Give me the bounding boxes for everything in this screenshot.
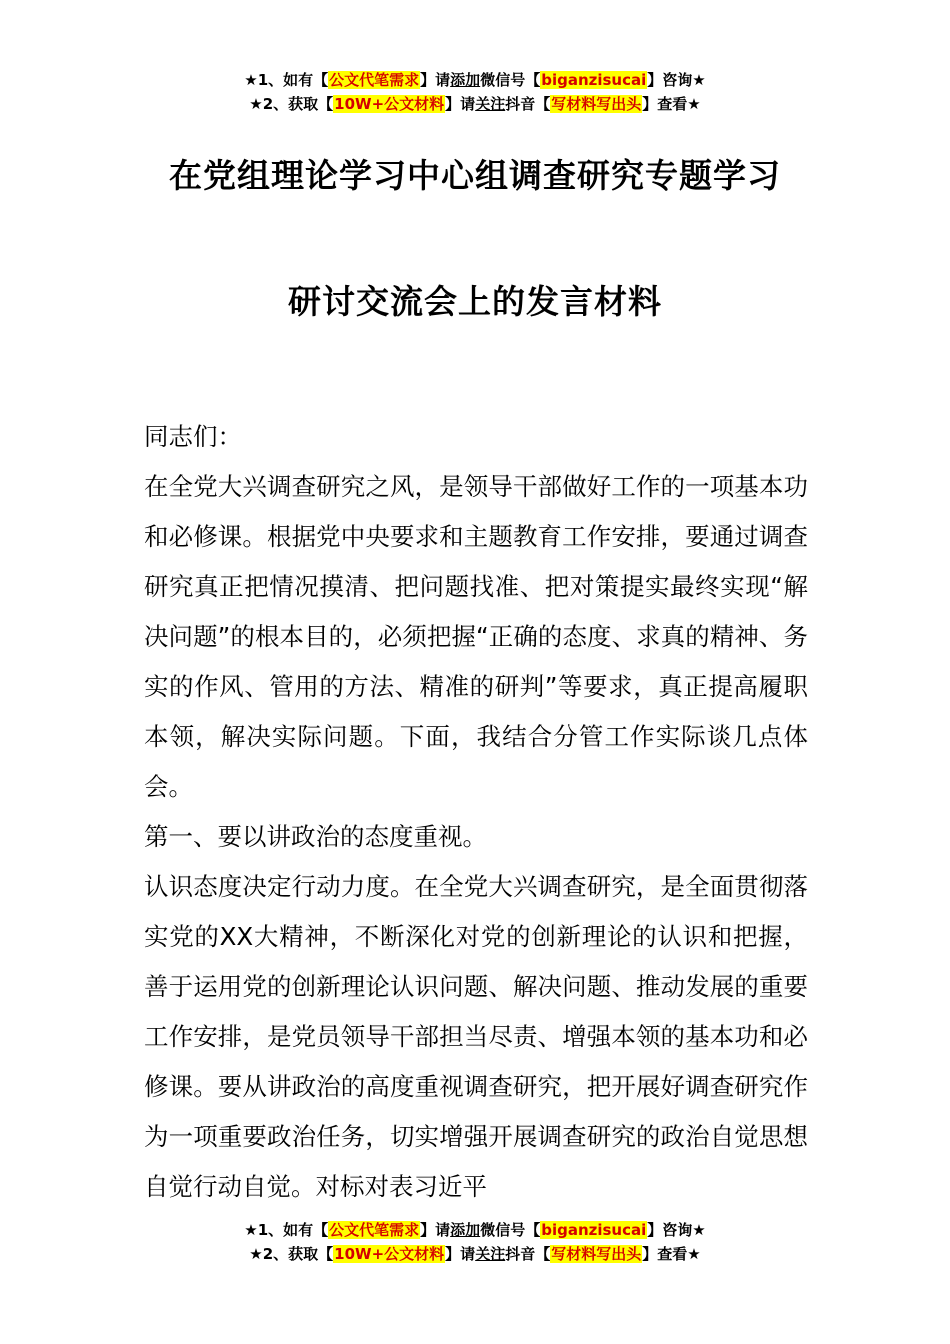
star-icon: ★ — [687, 95, 701, 113]
banner-line-1: ★1、如有【公文代笔需求】请添加微信号【biganzisucai】咨询★ — [244, 71, 706, 89]
star-icon: ★ — [249, 95, 263, 113]
star-icon: ★ — [244, 71, 258, 89]
highlight-douyin: 写材料写出头 — [551, 1245, 642, 1263]
body-paragraph: 在全党大兴调查研究之风，是领导干部做好工作的一项基本功和必修课。根据党中央要求和主题教育工作安排，要通过调查研究真正把情况摸清、把问题找准、把对策提实最终实现“解决问题”的根本目的，必须把握“正确的态度、求真的精神、务实的作风、管用的方法、精准的研判”等要求，真正提高履职本领，解决实际问题。下面，我结合分管工作实际谈几点体会。 — [144, 472, 808, 801]
highlight-materials: 10W+公文材料 — [334, 95, 445, 113]
star-icon: ★ — [692, 71, 706, 89]
star-icon: ★ — [692, 1221, 706, 1239]
body-paragraph: 认识态度决定行动力度。在全党大兴调查研究，是全面贯彻落实党的XX大精神，不断深化对党的创新理论的认识和把握，善于运用党的创新理论认识问题、解决问题、推动发展的重要工作安排，是党员领导干部担当尽责、增强本领的基本功和必修课。要从讲政治的高度重视调查研究，把开展好调查研究作为一项重要政治任务，切实增强开展调查研究的政治自觉思想自觉行动自觉。对标对表习近平 — [144, 872, 808, 1201]
banner-line-1: ★1、如有【公文代笔需求】请添加微信号【biganzisucai】咨询★ — [244, 1221, 706, 1239]
highlight-wechat-id: biganzisucai — [541, 1221, 647, 1239]
star-icon: ★ — [249, 1245, 263, 1263]
header-banner — [0, 68, 950, 116]
highlight-service: 公文代笔需求 — [329, 1221, 420, 1239]
document-title-line-1: 在党组理论学习中心组调查研究专题学习 — [169, 156, 781, 195]
star-icon: ★ — [244, 1221, 258, 1239]
highlight-douyin: 写材料写出头 — [551, 95, 642, 113]
document-body — [144, 412, 808, 1212]
highlight-service: 公文代笔需求 — [329, 71, 420, 89]
salutation: 同志们： — [144, 422, 242, 451]
footer-banner — [0, 1218, 950, 1266]
banner-line-2: ★2、获取【10W+公文材料】请关注抖音【写材料写出头】查看★ — [249, 95, 701, 113]
highlight-materials: 10W+公文材料 — [334, 1245, 445, 1263]
highlight-wechat-id: biganzisucai — [541, 71, 647, 89]
document-title-line-2: 研讨交流会上的发言材料 — [288, 282, 662, 321]
section-heading: 第一、要以讲政治的态度重视。 — [144, 822, 487, 851]
star-icon: ★ — [687, 1245, 701, 1263]
banner-line-2: ★2、获取【10W+公文材料】请关注抖音【写材料写出头】查看★ — [249, 1245, 701, 1263]
